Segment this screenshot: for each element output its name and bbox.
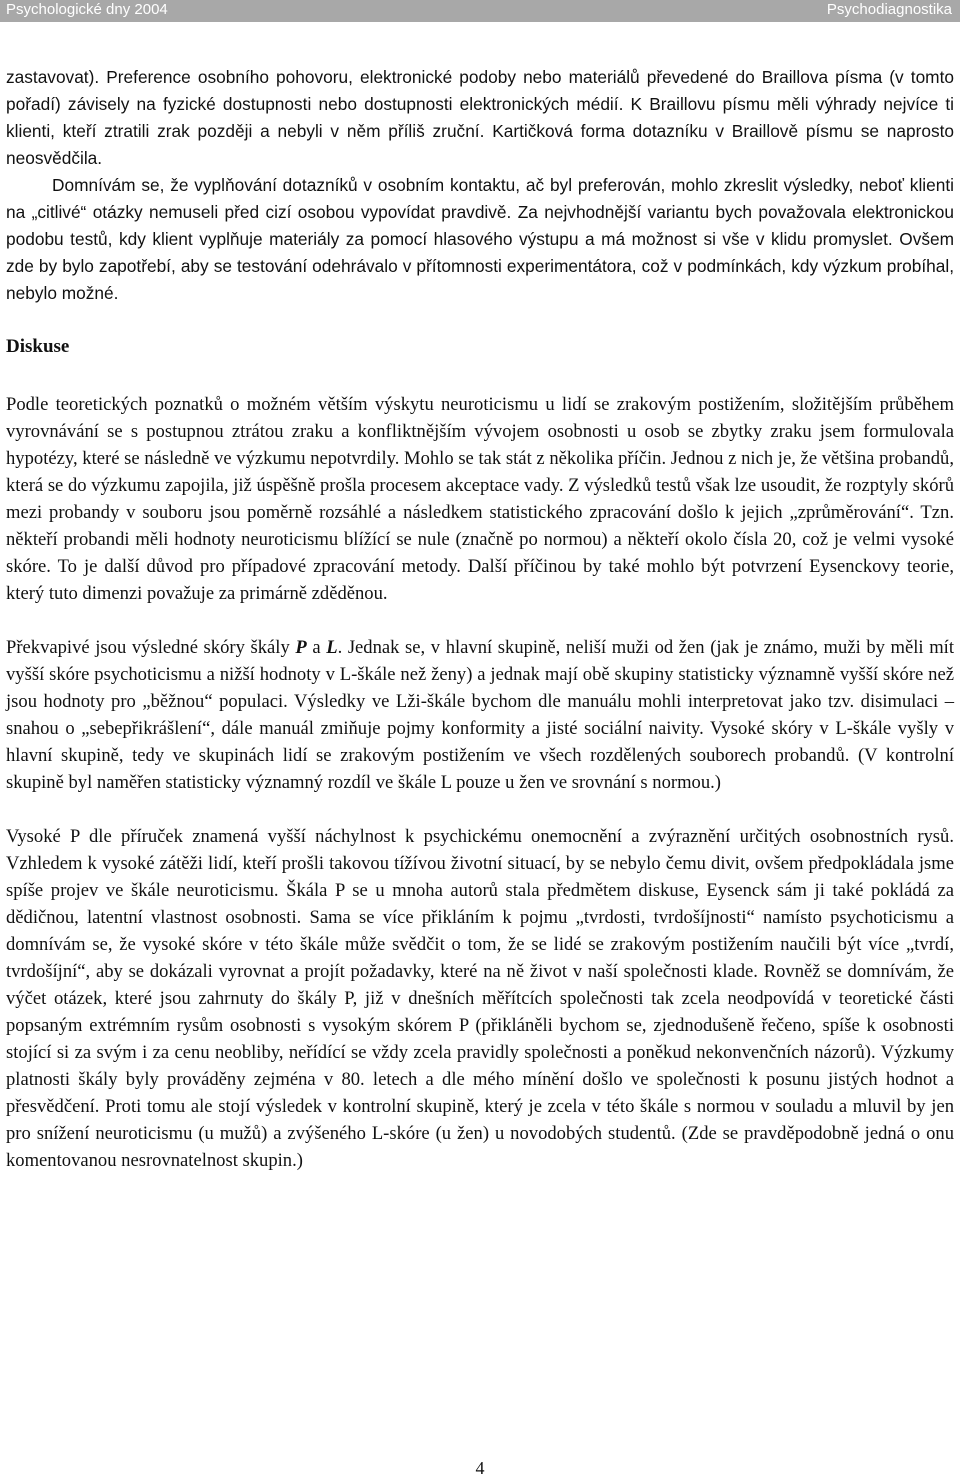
scale-l-label: L: [326, 637, 338, 658]
paragraph-electronic-form-text-b: Ovšem zde by bylo zapotřebí, aby se testování odehrávalo v přítomnosti experimentátora, což v podmínkách, kdy výzkum probíhal, nebylo možné.: [6, 229, 954, 303]
page-header: [0, 0, 960, 22]
paragraph-scales-and: a: [306, 637, 327, 658]
document-body: [6, 64, 954, 1174]
page-number: 4: [475, 1458, 485, 1478]
header-section-title: Psychodiagnostika: [826, 1, 952, 18]
paragraph-high-p: Vysoké P dle příruček znamená vyšší náchylnost k psychickému onemocnění a zvýraznění určitých osobnostních rysů. Vzhledem k vysoké zátěži lidí, kteří prošli takovou tížívou životní situací, by se nebylo čemu divit, ovšem předpokládala jsme spíše projev ve škále neuroticismu. Škála P se u mnoha autorů stala předmětem diskuse, Eysenck sám ji také pokládá za dědičnou, latentní vlastnost osobnosti. Sama se více přikláním k pojmu „tvrdosti, tvrdošíjnosti“ namísto psychoticismu a domnívám se, že vysoké skóre v této škále může svědčit o tom, že se lidé se zrakovým postižením naučili být více „tvrdí, tvrdošíjní“, aby se dokázali vyrovnat a projít požadavky, které na ně život v naší společnosti klade. Rovněž se domnívám, že výčet otázek, které jsou zahrnuty do škály P, již v dnešních měřítcích společnosti tak zcela neodpovídá v teoretické části popsaným extrémním rysům osobnosti s vysokým skórem P (přikláněli bychom se, zjednodušeně řečeno, spíše k osobnosti stojící si za svým i za cenu neobliby, neřídící se vždy zcela pravidly společnosti a poněkud nekonvenčních názorů). Výzkumy platnosti škály byly prováděny zejména v 80. letech a dle mého mínění došlo ve společnosti k posunu jistých hodnot a přesvědčení. Proti tomu ale stojí výsledek v kontrolní skupině, který je zcela v této škále s normou v souladu a mluvil by jen pro snížení neuroticismu (u mužů) a zvýšeného L-skóre (u žen) u novodobých studentů. (Zde se pravděpodobně jedná o onu komentovanou nesrovnatelnost skupin.): [6, 826, 954, 1171]
paragraph-scales-body: . Jednak se, v hlavní skupině, neliší muži od žen (jak je známo, muži by měli mít vyšší skóre psychoticismu a nižší hodnoty v L-škále než ženy) a jednak mají obě skupiny statisticky významně vyšší skóre než jsou hodnoty pro „běžnou“ populaci. Výsledky ve Lži-škále bychom dle manuálu mohli interpretovat jako tzv. disimulaci – snahou o „sebepřikrášlení“, dále manuál zmiňuje pojmy konformity a jisté sociální naivity. Vysoké skóry v L-škále vyšly v hlavní skupině, tedy ve skupinách lidí se zrakovým postižením ve všech rozdělených souborech probandů. (V kontrolní skupině byl naměřen statisticky významný rozdíl ve škále L pouze u žen ve srovnání s normou.): [6, 637, 954, 793]
paragraph-scales-intro: Překvapivé jsou výsledné skóry škály: [6, 637, 296, 658]
header-conference-title: Psychologické dny 2004: [6, 1, 168, 18]
paragraph-electronic-form: [6, 172, 954, 307]
paragraph-scales-p-l: [6, 634, 954, 796]
scale-p-label: P: [295, 637, 307, 658]
paragraph-electronic-form-text-a: Domnívám se, že vyplňování dotazníků v osobním kontaktu, ač byl preferován, mohlo zkreslit výsledky, neboť klienti na „citlivé“ otázky nemuseli před cizí osobou vypovídat pravdivě. Za nejvhodnější variantu bych považovala elektronickou podobu testů, kdy klient vyplňuje materiály za pomocí hlasového výstupu a má možnost si vše v klidu promyslet.: [6, 175, 954, 249]
paragraph-neuroticism: Podle teoretických poznatků o možném větším výskytu neuroticismu u lidí se zrakovým postižením, složitějším průběhem vyrovnávání se s postupnou ztrátou zraku a konfliktnějším vývojem osobnosti u osob se zbytky zraku jsem formulovala hypotézy, které se následně ve výzkumu nepotvrdily. Mohlo se tak stát z několika příčin. Jednou z nich je, že většina probandů, která se do výzkumu zapojila, již úspěšně prošla procesem akceptace vady. Z výsledků testů však lze usoudit, že rozptyly skórů mezi probandy v souboru jsou poměrně rozsáhlé a následkem statistického zpracování došlo k jejich „zprůměrování“. Tzn. někteří probandi měli hodnoty neuroticismu blížící se nule (značně po normou) a někteří okolo čísla 20, což je velmi vysoké skóre. To je další důvod pro případové zpracování metody. Další příčinou by také mohlo být potvrzení Eysenckovy teorie, který tuto dimenzi považuje za primárně zděděnou.: [6, 394, 954, 604]
section-heading-diskuse: Diskuse: [6, 336, 70, 357]
paragraph-survey-forms: zastavovat). Preference osobního pohovoru, elektronické podoby nebo materiálů převedené do Braillova písma (v tomto pořadí) závisely na fyzické dostupnosti nebo dostupnosti elektronických médií. K Braillovu písmu měli výhrady nejvíce ti klienti, kteří ztratili zrak později a nebyli v něm příliš zruční. Kartičková forma dotazníku v Braillově písmu se naprosto neosvědčila.: [6, 67, 954, 168]
